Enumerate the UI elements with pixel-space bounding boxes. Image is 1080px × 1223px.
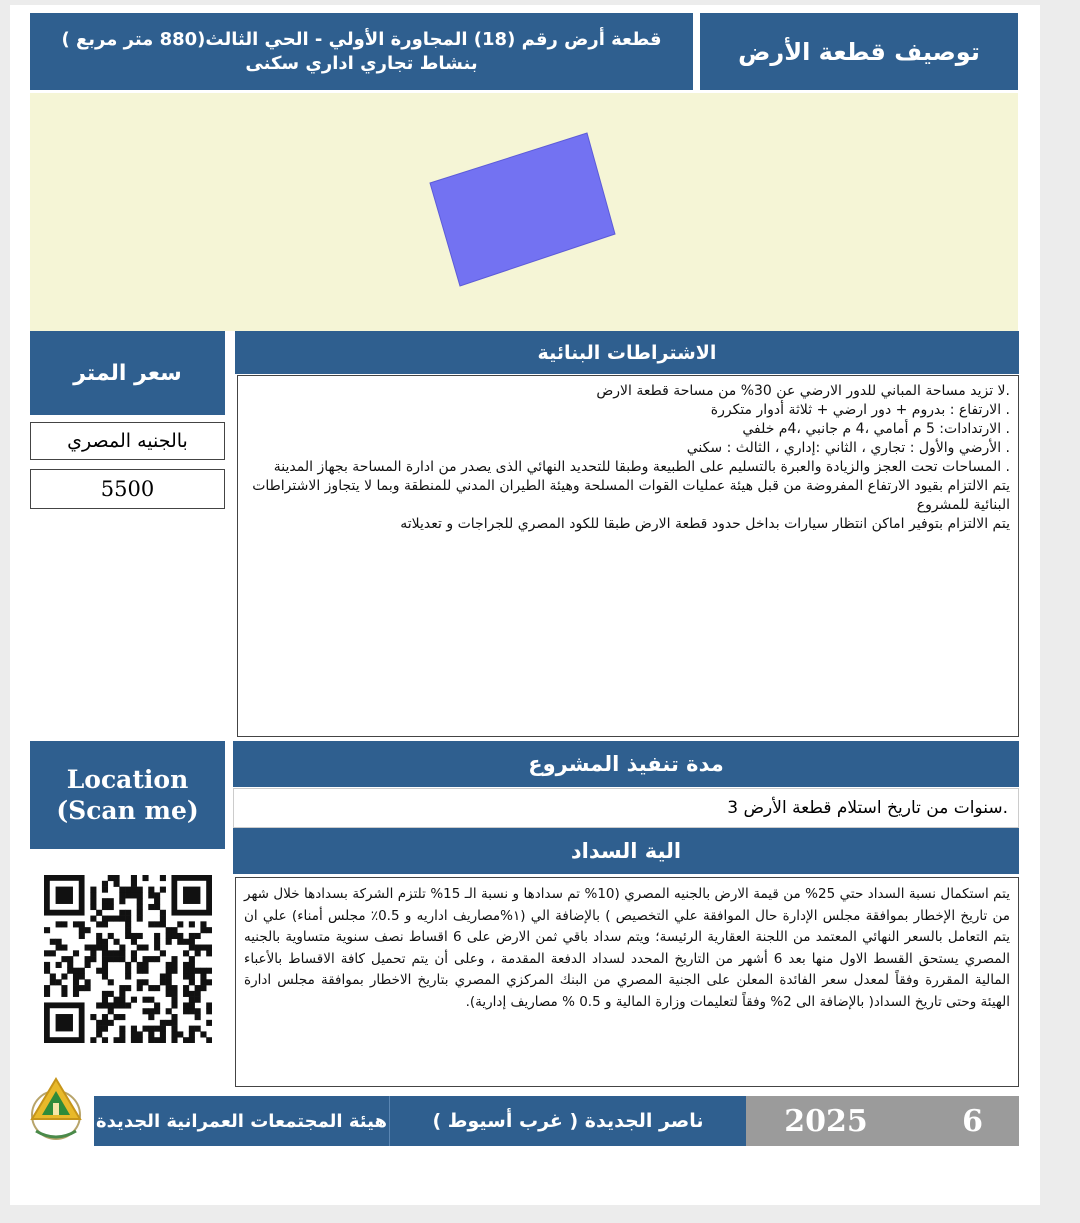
building-condition-line: يتم الالتزام بتوفير اماكن انتظار سيارات بداخل حدود قطعة الارض طبقا للكود المصري للجراجات و تعديلاته	[400, 516, 1010, 532]
building-condition-line: . المساحات تحت العجز والزيادة والعبرة بالتسليم على الطبيعة وطبقا للتحديد النهائي الذى يصدر من ادارة المساحة بجهاز المدينة	[273, 459, 1010, 475]
qr-code-icon[interactable]	[44, 875, 212, 1043]
location-line1: Location	[66, 765, 189, 794]
duration-title-box	[233, 741, 1019, 787]
building-conditions-body	[237, 375, 1019, 737]
price-value: 5500	[100, 477, 155, 501]
plot-description-banner	[30, 13, 693, 90]
payment-title-box	[233, 828, 1019, 874]
building-condition-line: يتم الالتزام بقيود الارتفاع المفروضة من قبل هيئة عمليات القوات المسلحة وهيئة الطيران المدني للمنطقة وبما لا يتجاوز الاشتراطات البنائية للمشروع	[252, 478, 1010, 513]
price-currency-box	[30, 422, 225, 460]
footer-city-cell	[390, 1096, 746, 1146]
qr-code-graphic	[44, 875, 212, 1043]
footer-page-number: 6	[962, 1103, 983, 1139]
price-title-box	[30, 331, 225, 415]
location-box	[30, 741, 225, 849]
nuca-logo-icon	[26, 1073, 86, 1145]
duration-text: .سنوات من تاريخ استلام قطعة الأرض 3	[727, 798, 1008, 818]
building-condition-line: .لا تزيد مساحة المباني للدور الارضي عن 30% من مساحة قطعة الارض	[596, 383, 1010, 399]
duration-body	[233, 788, 1019, 828]
footer-year-cell	[746, 1096, 906, 1146]
duration-title: مدة تنفيذ المشروع	[528, 752, 724, 776]
footer-year: 2025	[784, 1103, 868, 1139]
price-currency: بالجنيه المصري	[67, 430, 188, 452]
building-conditions-title: الاشتراطات البنائية	[537, 341, 717, 364]
location-line2: (Scan me)	[56, 796, 199, 825]
footer-divider	[389, 1096, 390, 1146]
plot-map	[30, 93, 1018, 331]
footer-page-cell	[926, 1096, 1019, 1146]
header-title-box	[700, 13, 1018, 90]
footer-authority-cell	[94, 1096, 389, 1146]
plot-shape	[430, 133, 615, 286]
price-value-box	[30, 469, 225, 509]
footer-band	[94, 1096, 746, 1146]
price-title: سعر المتر	[73, 360, 182, 386]
payment-text: يتم استكمال نسبة السداد حتي 25% من قيمة الارض بالجنيه المصري (10% تم سدادها و نسبة الـ 15% تلتزم الشركة بسدادها خلال شهر من تاريخ الإخطار بموافقة مجلس الإدارة حال الموافقة علي التخصيص ) بالإضافة الي (١%مصاريف اداريه و 0.5٪ مجلس أمناء) علي ان يتم التعامل بالسعر النهائي المعتمد من اللجنة العقارية الرئيسة؛ ويتم سداد باقي ثمن الارض على 6 اقساط نصف سنوية متساوية بالجنيه المصري يستحق القسط الاول منها بعد 6 أشهر من التاريخ المحدد لسداد الدفعة المقدمة ، وعلى أن يتم تحميل كافة الاقساط بالأعباء المالية المقررة وفقاً لمعدل سعر الفائدة المعلن على الجنية المصري من البنك المركزي المصري بتاريخ الاخطار بموافقة مجلس ادارة الهيئة وحتى تاريخ السداد( بالإضافة الى 2% وفقاً لتعليمات وزارة المالية و 0.5 % مصاريف إدارية).	[244, 886, 1011, 1010]
footer-gray-band	[746, 1096, 1019, 1146]
building-conditions-title-box	[235, 331, 1019, 374]
footer-authority: هيئة المجتمعات العمرانية الجديدة	[96, 1110, 387, 1132]
plot-description: قطعة أرض رقم (18) المجاورة الأولي - الحي الثالث(880 متر مربع ) بنشاط تجاري اداري سكنى	[61, 28, 662, 74]
document-sheet	[10, 5, 1040, 1205]
building-condition-line: . الارتدادات: 5 م أمامي ،4 م جانبي ،4م خلفي	[742, 421, 1010, 437]
building-condition-line: . الارتفاع : بدروم + دور ارضي + ثلاثة أدوار متكررة	[710, 402, 1010, 418]
header-title: توصيف قطعة الأرض	[738, 37, 980, 66]
building-condition-line: . الأرضي والأول : تجاري ، الثاني :إداري ، الثالث : سكني	[686, 440, 1010, 456]
footer-city: ناصر الجديدة ( غرب أسيوط )	[432, 1110, 704, 1132]
plot-map-canvas	[30, 93, 1018, 331]
payment-body	[235, 877, 1019, 1087]
payment-title: الية السداد	[570, 839, 682, 863]
